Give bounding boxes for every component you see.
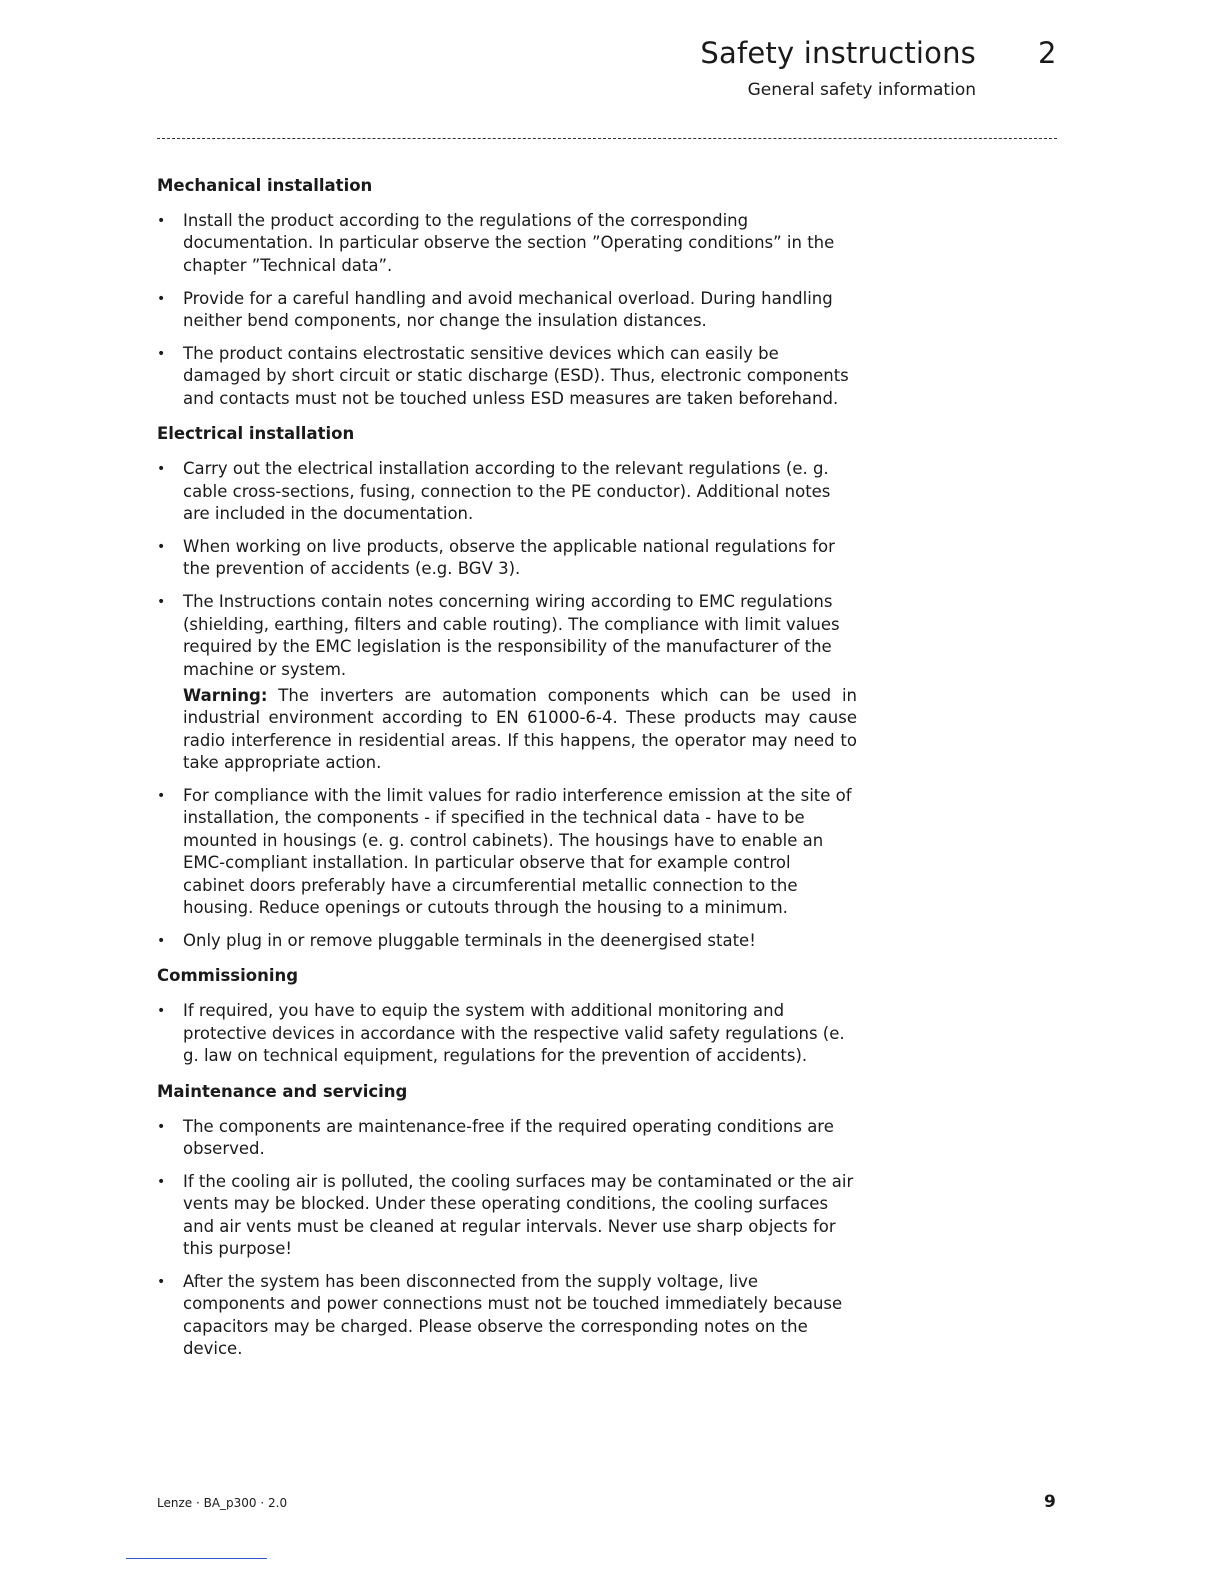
list-item: [157, 591, 857, 774]
section-subtitle: General safety information: [747, 80, 976, 100]
section-electrical-installation: [157, 422, 857, 952]
list-item: [157, 1000, 857, 1067]
page-header: [0, 0, 1224, 140]
footer-link-rule: [126, 1558, 267, 1559]
section-heading: Electrical installation: [157, 424, 355, 444]
list-item: [157, 785, 857, 919]
list-item-text: The components are maintenance-free if the required operating conditions are observed.: [183, 1116, 834, 1158]
list-item-text: When working on live products, observe the applicable national regulations for the prevention of accidents (e.g. BGV 3).: [183, 536, 835, 579]
bullet-icon: •: [157, 346, 166, 363]
list-item-text: For compliance with the limit values for radio interference emission at the site of installation, the components - if specified in the technical data - have to be mounted in housings (e. g. control cabinets). The housings have to enable an EMC-compliant installation. In particular observe that for example control cabinet doors preferably have a circumferential metallic connection to the housing. Reduce openings or cutouts through the housing to a minimum.: [183, 786, 852, 918]
warning-paragraph: [183, 685, 857, 775]
section-heading: Commissioning: [157, 966, 299, 986]
list-item: [157, 1271, 857, 1361]
bullet-icon: •: [157, 538, 166, 555]
footer-document-reference: Lenze · BA_p300 · 2.0: [157, 1496, 288, 1510]
warning-text: The inverters are automation components which can be used in industrial environment according to EN 61000-6-4. These products may cause radio interference in residential areas. If this happens, the operator may need to take appropriate action.: [183, 685, 857, 773]
section-mechanical-installation: [157, 174, 857, 410]
bullet-list: [157, 210, 857, 410]
list-item-text: After the system has been disconnected from the supply voltage, live components and power connections must not be touched immediately because capacitors may be charged. Please observe the corresponding notes on the device.: [183, 1272, 843, 1359]
chapter-title: Safety instructions: [700, 36, 976, 70]
list-item-text: Provide for a careful handling and avoid mechanical overload. During handling neither bend components, nor change the insulation distances.: [183, 288, 833, 331]
list-item-text: Install the product according to the regulations of the corresponding documentation. In particular observe the section ”Operating conditions” in the chapter ”Technical data”.: [183, 211, 835, 275]
header-separator: [157, 138, 1057, 139]
chapter-number: 2: [1038, 36, 1057, 70]
list-item-text: The Instructions contain notes concerning wiring according to EMC regulations (shielding, earthing, filters and cable routing). The compliance with limit values required by the EMC legislation is the responsibility of the manufacturer of the machine or system.: [183, 592, 840, 679]
list-item: [157, 288, 857, 333]
list-item-text: Carry out the electrical installation according to the relevant regulations (e. g. cable cross-sections, fusing, connection to the PE conductor). Additional notes are included in the documentation.: [183, 459, 831, 524]
list-item: [157, 458, 857, 525]
bullet-list: [157, 1116, 857, 1361]
bullet-icon: •: [157, 1003, 166, 1020]
bullet-icon: •: [157, 290, 166, 307]
list-item: [157, 536, 857, 581]
section-commissioning: [157, 964, 857, 1067]
list-item-text: If required, you have to equip the system with additional monitoring and protective devices in accordance with the respective valid safety regulations (e. g. law on technical equipment, regulations for the prevention of accidents).: [183, 1001, 845, 1066]
list-item-text: Only plug in or remove pluggable terminals in the deenergised state!: [183, 930, 756, 950]
section-heading: Maintenance and servicing: [157, 1081, 408, 1101]
bullet-icon: •: [157, 1118, 166, 1135]
bullet-icon: •: [157, 594, 166, 611]
main-content: [157, 174, 857, 1373]
list-item: [157, 930, 857, 952]
list-item: [157, 210, 857, 277]
bullet-list: [157, 458, 857, 952]
section-maintenance: [157, 1080, 857, 1361]
bullet-icon: •: [157, 1173, 166, 1190]
list-item: [157, 1171, 857, 1261]
bullet-icon: •: [157, 788, 166, 805]
section-heading: Mechanical installation: [157, 176, 373, 195]
list-item: [157, 1116, 857, 1161]
list-item-text: The product contains electrostatic sensitive devices which can easily be damaged by short circuit or static discharge (ESD). Thus, electronic components and contacts must not be touched unless ESD measures are taken beforehand.: [183, 344, 849, 408]
bullet-list: [157, 1000, 857, 1067]
bullet-icon: •: [157, 461, 166, 478]
bullet-icon: •: [157, 932, 166, 949]
bullet-icon: •: [157, 1274, 166, 1291]
warning-label: Warning:: [183, 685, 268, 705]
bullet-icon: •: [157, 213, 166, 229]
list-item: [157, 343, 857, 410]
footer-page-number: 9: [1044, 1492, 1056, 1512]
list-item-text: If the cooling air is polluted, the cooling surfaces may be contaminated or the air vents may be blocked. Under these operating conditions, the cooling surfaces and air vents must be cleaned at regular intervals. Never use sharp objects for this purpose!: [183, 1171, 854, 1259]
